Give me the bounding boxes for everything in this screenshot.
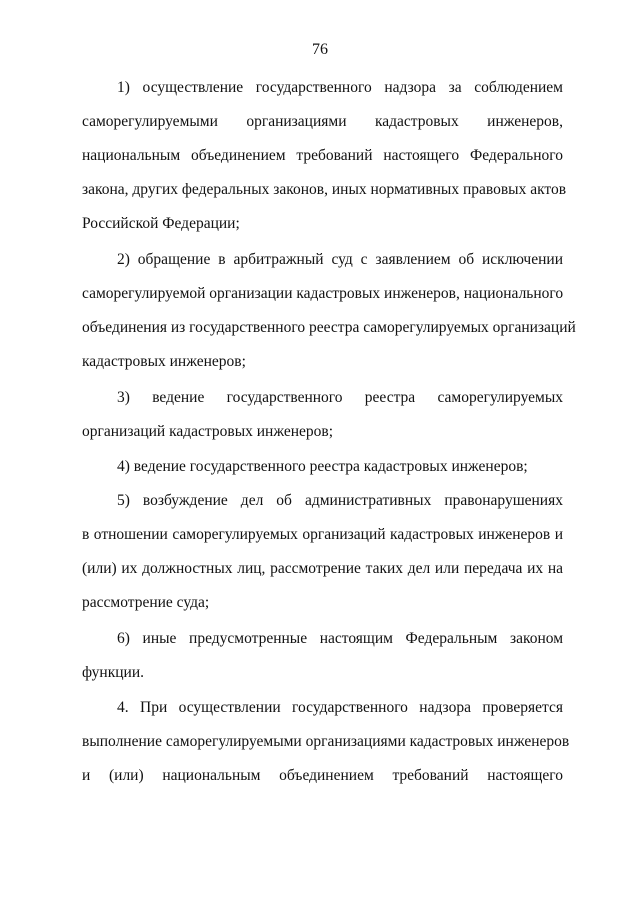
text-line: функции. xyxy=(82,664,144,681)
text-line: выполнение саморегулируемыми организациями кадастровых инженеров xyxy=(82,733,570,750)
text-line: рассмотрение суда; xyxy=(82,594,210,611)
text-line: саморегулируемыми организациями кадастровых инженеров, xyxy=(82,113,563,130)
text-line: организаций кадастровых инженеров; xyxy=(82,423,334,440)
text-line: Российской Федерации; xyxy=(82,215,240,232)
text-line: национальным объединением требований настоящего Федерального xyxy=(82,147,563,164)
text-line: 1) осуществление государственного надзора за соблюдением xyxy=(117,79,563,96)
text-line: 6) иные предусмотренные настоящим Федеральным законом xyxy=(117,630,563,647)
text-line: 4. При осуществлении государственного надзора проверяется xyxy=(117,699,563,716)
text-line: 4) ведение государственного реестра кадастровых инженеров; xyxy=(117,458,528,475)
text-line: в отношении саморегулируемых организаций кадастровых инженеров и xyxy=(82,526,563,543)
text-line: 3) ведение государственного реестра саморегулируемых xyxy=(117,389,563,406)
text-line: 5) возбуждение дел об административных правонарушениях xyxy=(117,492,563,509)
page-number: 76 xyxy=(312,41,328,58)
text-line: закона, других федеральных законов, иных нормативных правовых актов xyxy=(82,181,567,198)
text-line: и (или) национальным объединением требований настоящего xyxy=(82,767,563,784)
text-line: (или) их должностных лиц, рассмотрение таких дел или передача их на xyxy=(82,560,563,577)
text-line: 2) обращение в арбитражный суд с заявлением об исключении xyxy=(117,251,563,268)
text-line: саморегулируемой организации кадастровых инженеров, национального xyxy=(82,285,564,302)
text-line: объединения из государственного реестра саморегулируемых организаций xyxy=(82,319,576,336)
text-line: кадастровых инженеров; xyxy=(82,353,246,370)
